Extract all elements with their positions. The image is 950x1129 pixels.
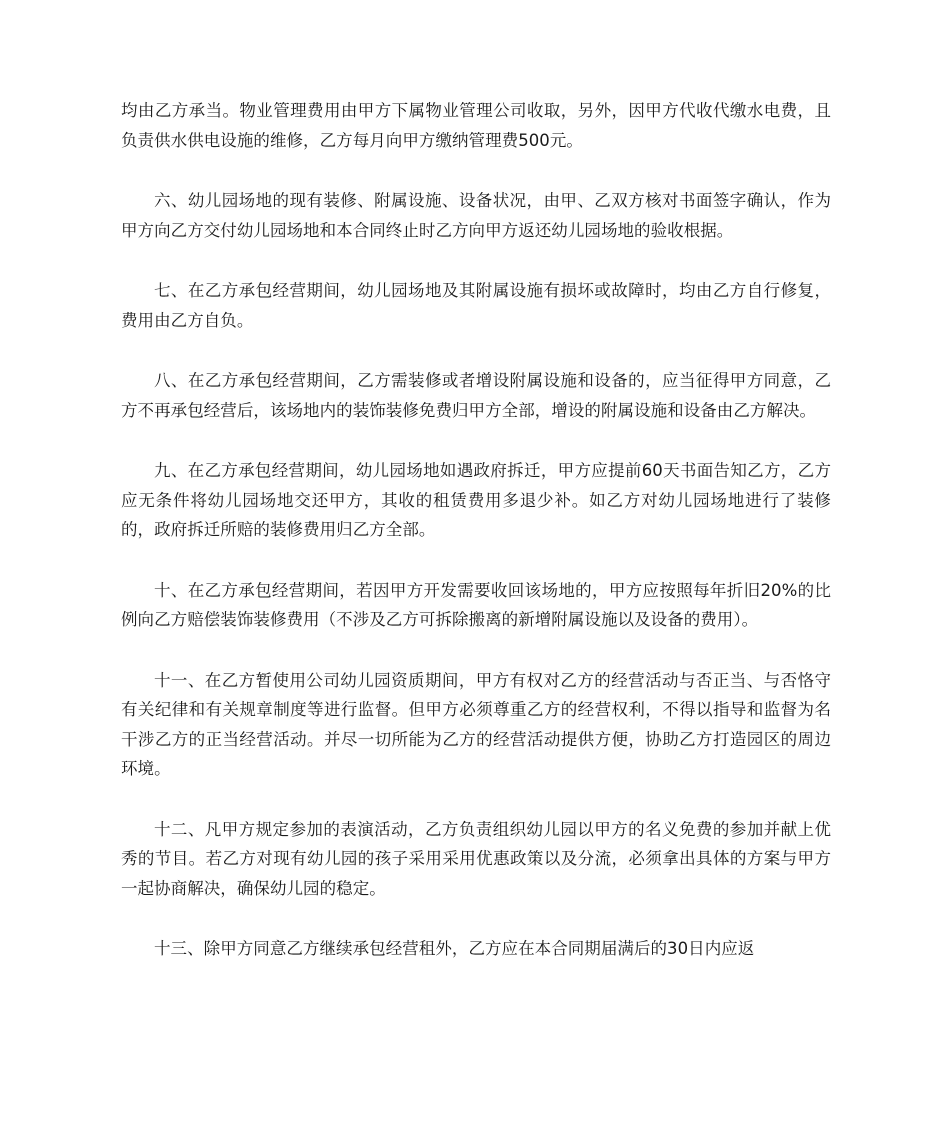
paragraph-continuation: 均由乙方承当。物业管理费用由甲方下属物业管理公司收取，另外，因甲方代收代缴水电费，且负责供水供电设施的维修，乙方每月向甲方缴纳管理费500元。 bbox=[121, 101, 831, 150]
paragraph-clause-7: 七、在乙方承包经营期间，幼儿园场地及其附属设施有损坏或故障时，均由乙方自行修复，费用由乙方自负。 bbox=[121, 281, 831, 330]
document-body bbox=[121, 96, 831, 995]
paragraph-clause-6: 六、幼儿园场地的现有装修、附属设施、设备状况，由甲、乙双方核对书面签字确认，作为甲方向乙方交付幼儿园场地和本合同终止时乙方向甲方返还幼儿园场地的验收根据。 bbox=[121, 191, 831, 240]
paragraph-clause-11: 十一、在乙方暂使用公司幼儿园资质期间，甲方有权对乙方的经营活动与否正当、与否恪守有关纪律和有关规章制度等进行监督。但甲方必须尊重乙方的经营权利，不得以指导和监督为名干涉乙方的正当经营活动。并尽一切所能为乙方的经营活动提供方便，协助乙方打造园区的周边环境。 bbox=[121, 670, 831, 778]
paragraph-clause-13: 十三、除甲方同意乙方继续承包经营租外，乙方应在本合同期届满后的30日内应返 bbox=[154, 939, 755, 958]
paragraph-clause-8: 八、在乙方承包经营期间，乙方需装修或者增设附属设施和设备的，应当征得甲方同意，乙方不再承包经营后，该场地内的装饰装修免费归甲方全部，增设的附属设施和设备由乙方解决。 bbox=[121, 371, 831, 420]
paragraph-clause-10: 十、在乙方承包经营期间，若因甲方开发需要收回该场地的，甲方应按照每年折旧20%的比例向乙方赔偿装饰装修费用（不涉及乙方可拆除搬离的新增附属设施以及设备的费用）。 bbox=[121, 580, 831, 629]
paragraph-clause-9: 九、在乙方承包经营期间，幼儿园场地如遇政府拆迁，甲方应提前60天书面告知乙方，乙方应无条件将幼儿园场地交还甲方，其收的租赁费用多退少补。如乙方对幼儿园场地进行了装修的，政府拆迁所赔的装修费用归乙方全部。 bbox=[121, 461, 831, 539]
paragraph-clause-12: 十二、凡甲方规定参加的表演活动，乙方负责组织幼儿园以甲方的名义免费的参加并献上优秀的节目。若乙方对现有幼儿园的孩子采用采用优惠政策以及分流，必须拿出具体的方案与甲方一起协商解决，确保幼儿园的稳定。 bbox=[121, 819, 831, 898]
